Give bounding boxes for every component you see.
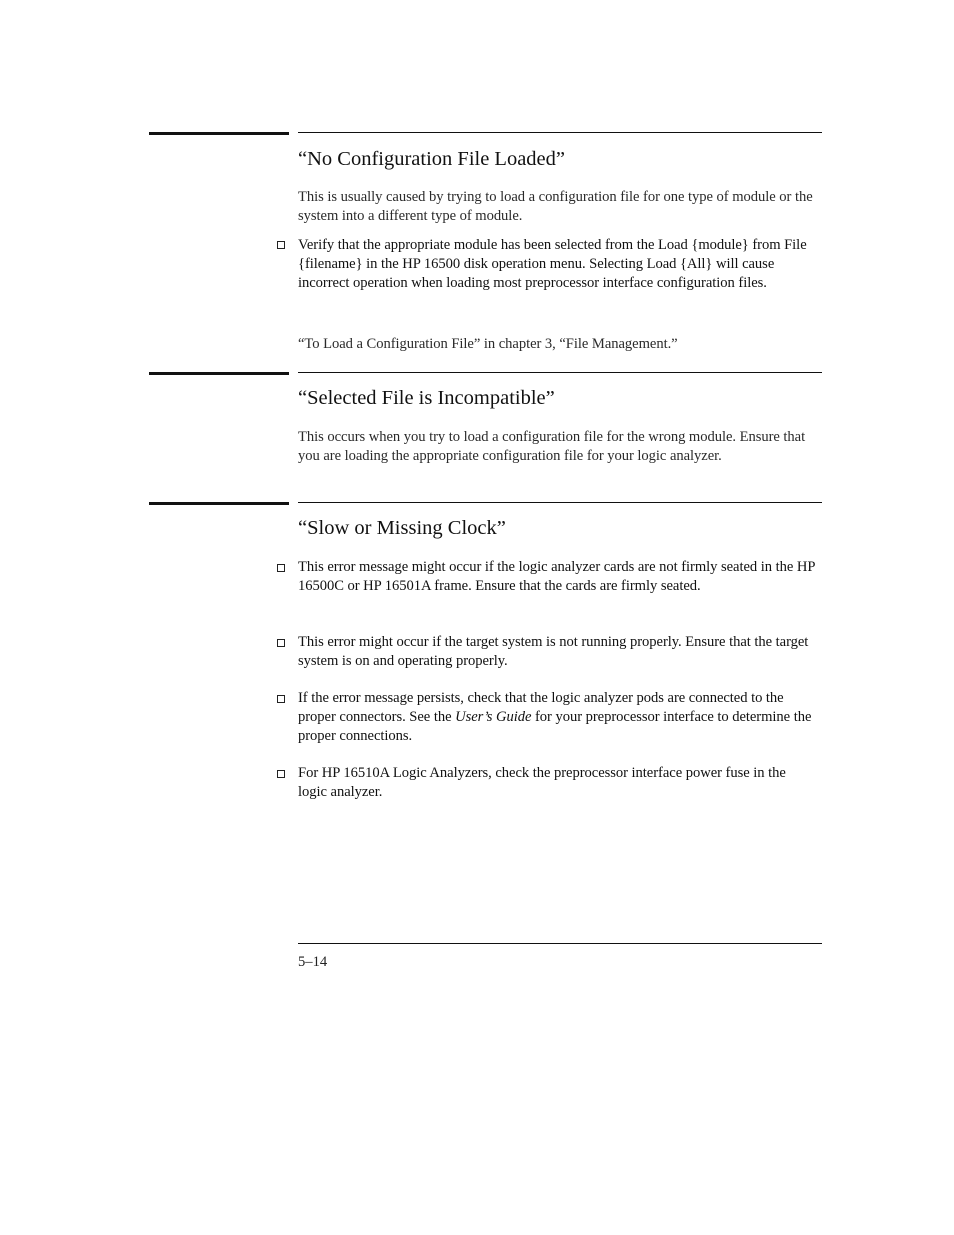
footer-rule xyxy=(298,943,822,944)
checkbox-bullet-icon xyxy=(277,241,285,249)
section-heading: “Slow or Missing Clock” xyxy=(298,517,506,539)
bullet-text: For HP 16510A Logic Analyzers, check the preprocessor interface power fuse in the logic analyzer. xyxy=(298,765,786,800)
section-intro: This is usually caused by trying to load a configuration file for one type of module or the system into a different type of module. xyxy=(298,189,813,224)
cross-reference-note: “To Load a Configuration File” in chapter 3, “File Management.” xyxy=(298,336,678,352)
bullet-text-part: for your preprocessor interface to determine the proper connections. xyxy=(298,709,812,744)
checkbox-bullet-icon xyxy=(277,564,285,572)
bullet-text: Verify that the appropriate module has been selected from the Load {module} from File {filename} in the HP 16500 disk operation menu. Selecting Load {All} will cause incorrect operation when loading most preprocessor interface configuration files. xyxy=(298,237,807,291)
bullet-text: This error message might occur if the logic analyzer cards are not firmly seated in the HP 16500C or HP 16501A frame. Ensure that the cards are firmly seated. xyxy=(298,559,815,594)
section-rule-right xyxy=(298,132,822,133)
checkbox-bullet-icon xyxy=(277,639,285,647)
bullet-text: This error might occur if the target system is not running properly. Ensure that the target system is on and operating properly. xyxy=(298,634,809,669)
section-rule-right xyxy=(298,372,822,373)
checkbox-bullet-icon xyxy=(277,695,285,703)
checkbox-bullet-icon xyxy=(277,770,285,778)
users-guide-title: User’s Guide xyxy=(455,709,532,725)
section-heading: “Selected File is Incompatible” xyxy=(298,387,555,409)
bullet-text-part: If the error message persists, check that the logic analyzer pods are connected to the proper connectors. See the xyxy=(298,690,784,725)
bullet-text xyxy=(298,689,818,746)
section-rule-left xyxy=(149,502,289,505)
section-intro: This occurs when you try to load a configuration file for the wrong module. Ensure that you are loading the appropriate configuration file for your logic analyzer. xyxy=(298,429,806,464)
section-heading: “No Configuration File Loaded” xyxy=(298,148,566,170)
section-rule-right xyxy=(298,502,822,503)
section-rule-left xyxy=(149,372,289,375)
section-rule-left xyxy=(149,132,289,135)
page-number: 5–14 xyxy=(298,954,328,970)
